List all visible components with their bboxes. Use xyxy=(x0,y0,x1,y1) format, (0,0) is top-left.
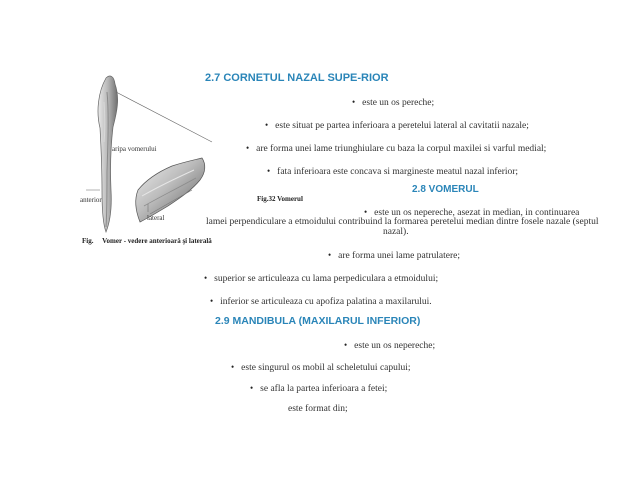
section-27-bullet-1: • este un os pereche; xyxy=(352,97,435,108)
section-27-bullet-4: • fata inferioara este concava si margineste meatul nazal inferior; xyxy=(267,166,519,177)
section-28-title: 2.8 VOMERUL xyxy=(412,184,479,195)
section-28-bullet-2: • are forma unei lame patrulatere; xyxy=(328,250,461,261)
section-29-trailing-text: este format din; xyxy=(288,404,348,414)
section-27-bullet-3: • are forma unei lame triunghiulare cu baza la corpul maxilei si varful medial; xyxy=(246,143,547,154)
section-28-bullet-4: • inferior se articuleaza cu apofiza palatina a maxilarului. xyxy=(210,296,432,307)
vomer-lateral-view xyxy=(136,158,205,222)
section-28-bullet-3: • superior se articuleaza cu lama perpediculara a etmoidului; xyxy=(204,273,439,284)
label-lateral: lateral xyxy=(147,214,165,222)
section-28-bullet-1-line-3: nazal). xyxy=(383,227,409,237)
figure-label: Fig.32 Vomerul xyxy=(257,195,303,203)
section-28-bullet-1-line-1: • este un os nepereche, asezat in median, in continuarea xyxy=(364,207,580,218)
section-28-bullet-1-line-2: lamei perpendiculare a etmoidului contribuind la formarea peretelui median dintre fosele nazale (septul xyxy=(206,217,599,227)
vomer-anterior-view xyxy=(98,76,118,232)
section-29-bullet-3: • se afla la partea inferioara a fetei; xyxy=(250,383,388,394)
figure-caption: Fig. Vomer - vedere anterioară şi laterală xyxy=(82,237,212,245)
wing-leader-line xyxy=(116,92,212,142)
section-27-bullet-2: • este situat pe partea inferioara a peretelui lateral al cavitatii nazale; xyxy=(265,120,529,131)
label-anterior: anterior xyxy=(80,196,102,204)
section-29-title: 2.9 MANDIBULA (MAXILARUL INFERIOR) xyxy=(215,315,421,327)
section-27-title: 2.7 CORNETUL NAZAL SUPE-RIOR xyxy=(205,72,389,84)
section-29-bullet-1: • este un os nepereche; xyxy=(344,340,436,351)
section-29-bullet-2: • este singurul os mobil al scheletului capului; xyxy=(231,362,411,373)
label-wing: aripa vomerului xyxy=(112,145,157,153)
